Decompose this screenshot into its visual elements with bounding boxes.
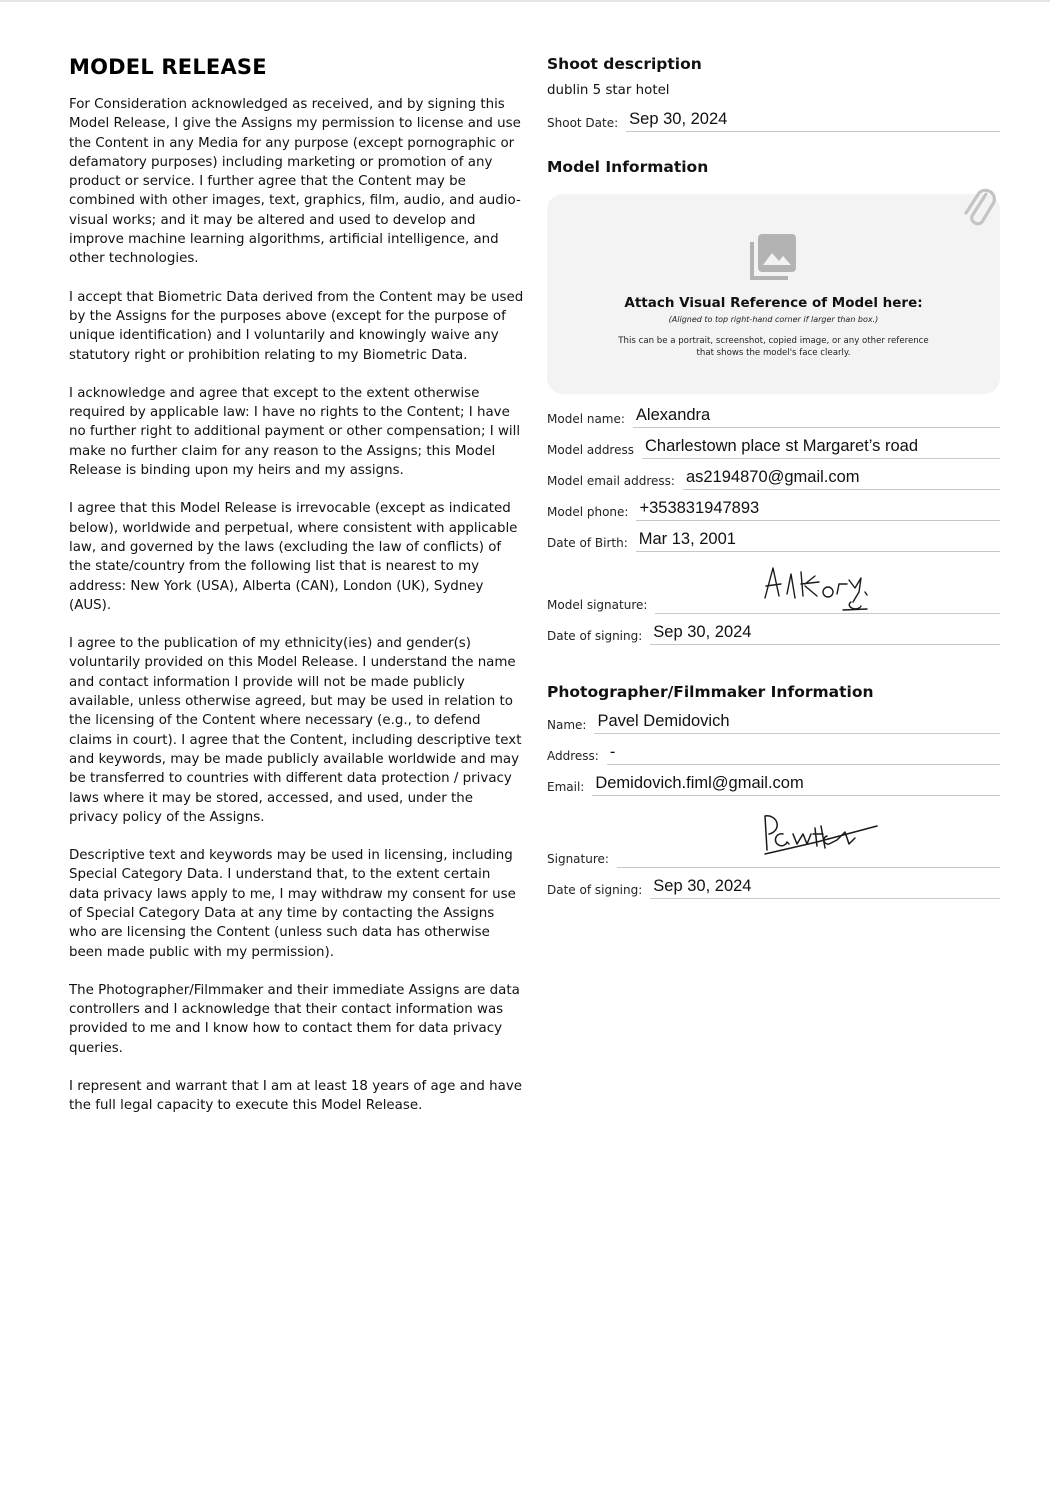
model-dob-label: Date of Birth: xyxy=(547,536,628,550)
photographer-signature-label: Signature: xyxy=(547,852,609,866)
paragraph-biometric: I accept that Biometric Data derived from the Content may be used by the Assigns for the purposes above (except for the purpose of unique identification) and I voluntarily and knowingly waive any statutory right or prohibition relating to my Biometric Data. xyxy=(69,289,524,363)
photographer-email-label: Email: xyxy=(547,780,585,794)
paragraph-consideration: For Consideration acknowledged as received, and by signing this Model Release, I give the Assigns my permission to license and use the Content in any Media for any purpose (except pornographic or defamatory purposes) including marketing or promotion of any product or service. I further agree that the Content may be combined with other images, text, graphics, film, audio, and audio-visual works; and it may be altered and used to develop and improve machine learning algorithms, artificial intelligence, and other technologies. xyxy=(69,97,521,267)
document-title: MODEL RELEASE xyxy=(69,55,267,79)
model-signing-input[interactable]: Sep 30, 2024 xyxy=(650,621,1000,645)
model-address-label: Model address xyxy=(547,443,634,457)
attach-subtitle: (Aligned to top right-hand corner if larger than box.) xyxy=(668,315,879,324)
model-signing-label: Date of signing: xyxy=(547,629,643,643)
photographer-name-field xyxy=(547,703,1000,734)
shoot-date-label: Shoot Date: xyxy=(547,116,619,130)
model-phone-input[interactable]: +353831947893 xyxy=(636,497,1000,521)
photographer-signing-date-field xyxy=(547,868,1000,899)
release-text-column xyxy=(69,55,524,1135)
model-email-input[interactable]: as2194870@gmail.com xyxy=(683,466,1000,490)
photographer-email-input[interactable]: Demidovich.fiml@gmail.com xyxy=(592,772,1000,796)
attach-description: This can be a portrait, screenshot, copied image, or any other reference that shows the model's face clearly. xyxy=(618,336,929,358)
model-name-field xyxy=(547,397,1000,428)
paragraph-irrevocable: I agree that this Model Release is irrevocable (except as indicated below), worldwide and perpetual, where consistent with applicable law, and governed by the laws (excluding the law of conflicts) of the state/country from the following list that is nearest to my address: New York (USA), Alberta (CAN), London (UK), Sydney (AUS). xyxy=(69,501,518,613)
model-signature-drawing xyxy=(655,558,1000,614)
photographer-address-input[interactable]: - xyxy=(607,741,1000,765)
paragraph-keywords: Descriptive text and keywords may be used in licensing, including Special Category Data. I understand that, to the extent certain data privacy laws apply to me, I may withdraw my consent for use of Special Category Data at any time by contacting the Assigns who are licensing the Content (unless such data has otherwise been made public with my permission). xyxy=(69,848,516,960)
photographer-address-field xyxy=(547,734,1000,765)
paperclip-icon[interactable] xyxy=(962,186,1000,234)
paragraph-controllers: The Photographer/Filmmaker and their immediate Assigns are data controllers and I acknowledge that their contact information was provided to me and I know how to contact them for data privacy queries. xyxy=(69,982,520,1056)
model-signature-label: Model signature: xyxy=(547,598,648,612)
model-signature-pad[interactable] xyxy=(655,558,1000,614)
photographer-address-label: Address: xyxy=(547,749,599,763)
photographer-signing-input[interactable]: Sep 30, 2024 xyxy=(650,875,1000,899)
shoot-heading: Shoot description xyxy=(547,55,702,73)
photographer-name-label: Name: xyxy=(547,718,587,732)
shoot-date-field xyxy=(547,98,1000,132)
photographer-signature-drawing xyxy=(617,804,997,864)
model-signing-date-field xyxy=(547,614,1000,645)
photographer-email-field xyxy=(547,765,1000,796)
model-email-label: Model email address: xyxy=(547,474,675,488)
model-phone-field xyxy=(547,490,1000,521)
model-address-field xyxy=(547,428,1000,459)
model-dob-input[interactable]: Mar 13, 2001 xyxy=(636,528,1000,552)
photographer-signing-label: Date of signing: xyxy=(547,883,643,897)
paragraph-rights: I acknowledge and agree that except to the extent otherwise required by applicable law: I have no rights to the Content; I have no further right to additional payment or other compensation; I will make no further claim for any reason to the Assigns; this Model Release is binding upon my heirs and my assigns. xyxy=(69,385,521,479)
visual-reference-dropzone[interactable] xyxy=(547,194,1000,394)
photographer-signature-field xyxy=(547,796,1000,868)
model-name-label: Model name: xyxy=(547,412,625,426)
model-heading: Model Information xyxy=(547,158,709,176)
photographer-signature-pad[interactable] xyxy=(617,804,1000,868)
model-phone-label: Model phone: xyxy=(547,505,629,519)
paragraph-publication: I agree to the publication of my ethnicity(ies) and gender(s) voluntarily provided on this Model Release. I understand the name and contact information I provide will not be made publicly available, unless otherwise agreed, but may be used in relation to the licensing of the Content where necessary (e.g., to defend claims in court). I agree that the Content, including descriptive text and keywords, may be made publicly available worldwide and may be transferred to countries with different data protection / privacy laws where it may be stored, accessed, and used, under the privacy policy of the Assigns. xyxy=(69,636,522,825)
attach-title: Attach Visual Reference of Model here: xyxy=(624,295,923,311)
model-email-field xyxy=(547,459,1000,490)
model-name-input[interactable]: Alexandra xyxy=(633,404,1000,428)
top-rule xyxy=(0,0,1050,2)
form-column xyxy=(547,55,1000,899)
model-signature-field xyxy=(547,552,1000,614)
photographer-heading: Photographer/Filmmaker Information xyxy=(547,683,874,701)
image-placeholder-icon xyxy=(750,232,798,280)
photographer-name-input[interactable]: Pavel Demidovich xyxy=(594,710,1000,734)
shoot-description[interactable]: dublin 5 star hotel xyxy=(547,83,670,98)
model-address-input[interactable]: Charlestown place st Margaret’s road xyxy=(642,435,1000,459)
model-dob-field xyxy=(547,521,1000,552)
shoot-date-input[interactable]: Sep 30, 2024 xyxy=(626,108,1000,132)
paragraph-age: I represent and warrant that I am at least 18 years of age and have the full legal capacity to execute this Model Release. xyxy=(69,1079,522,1114)
